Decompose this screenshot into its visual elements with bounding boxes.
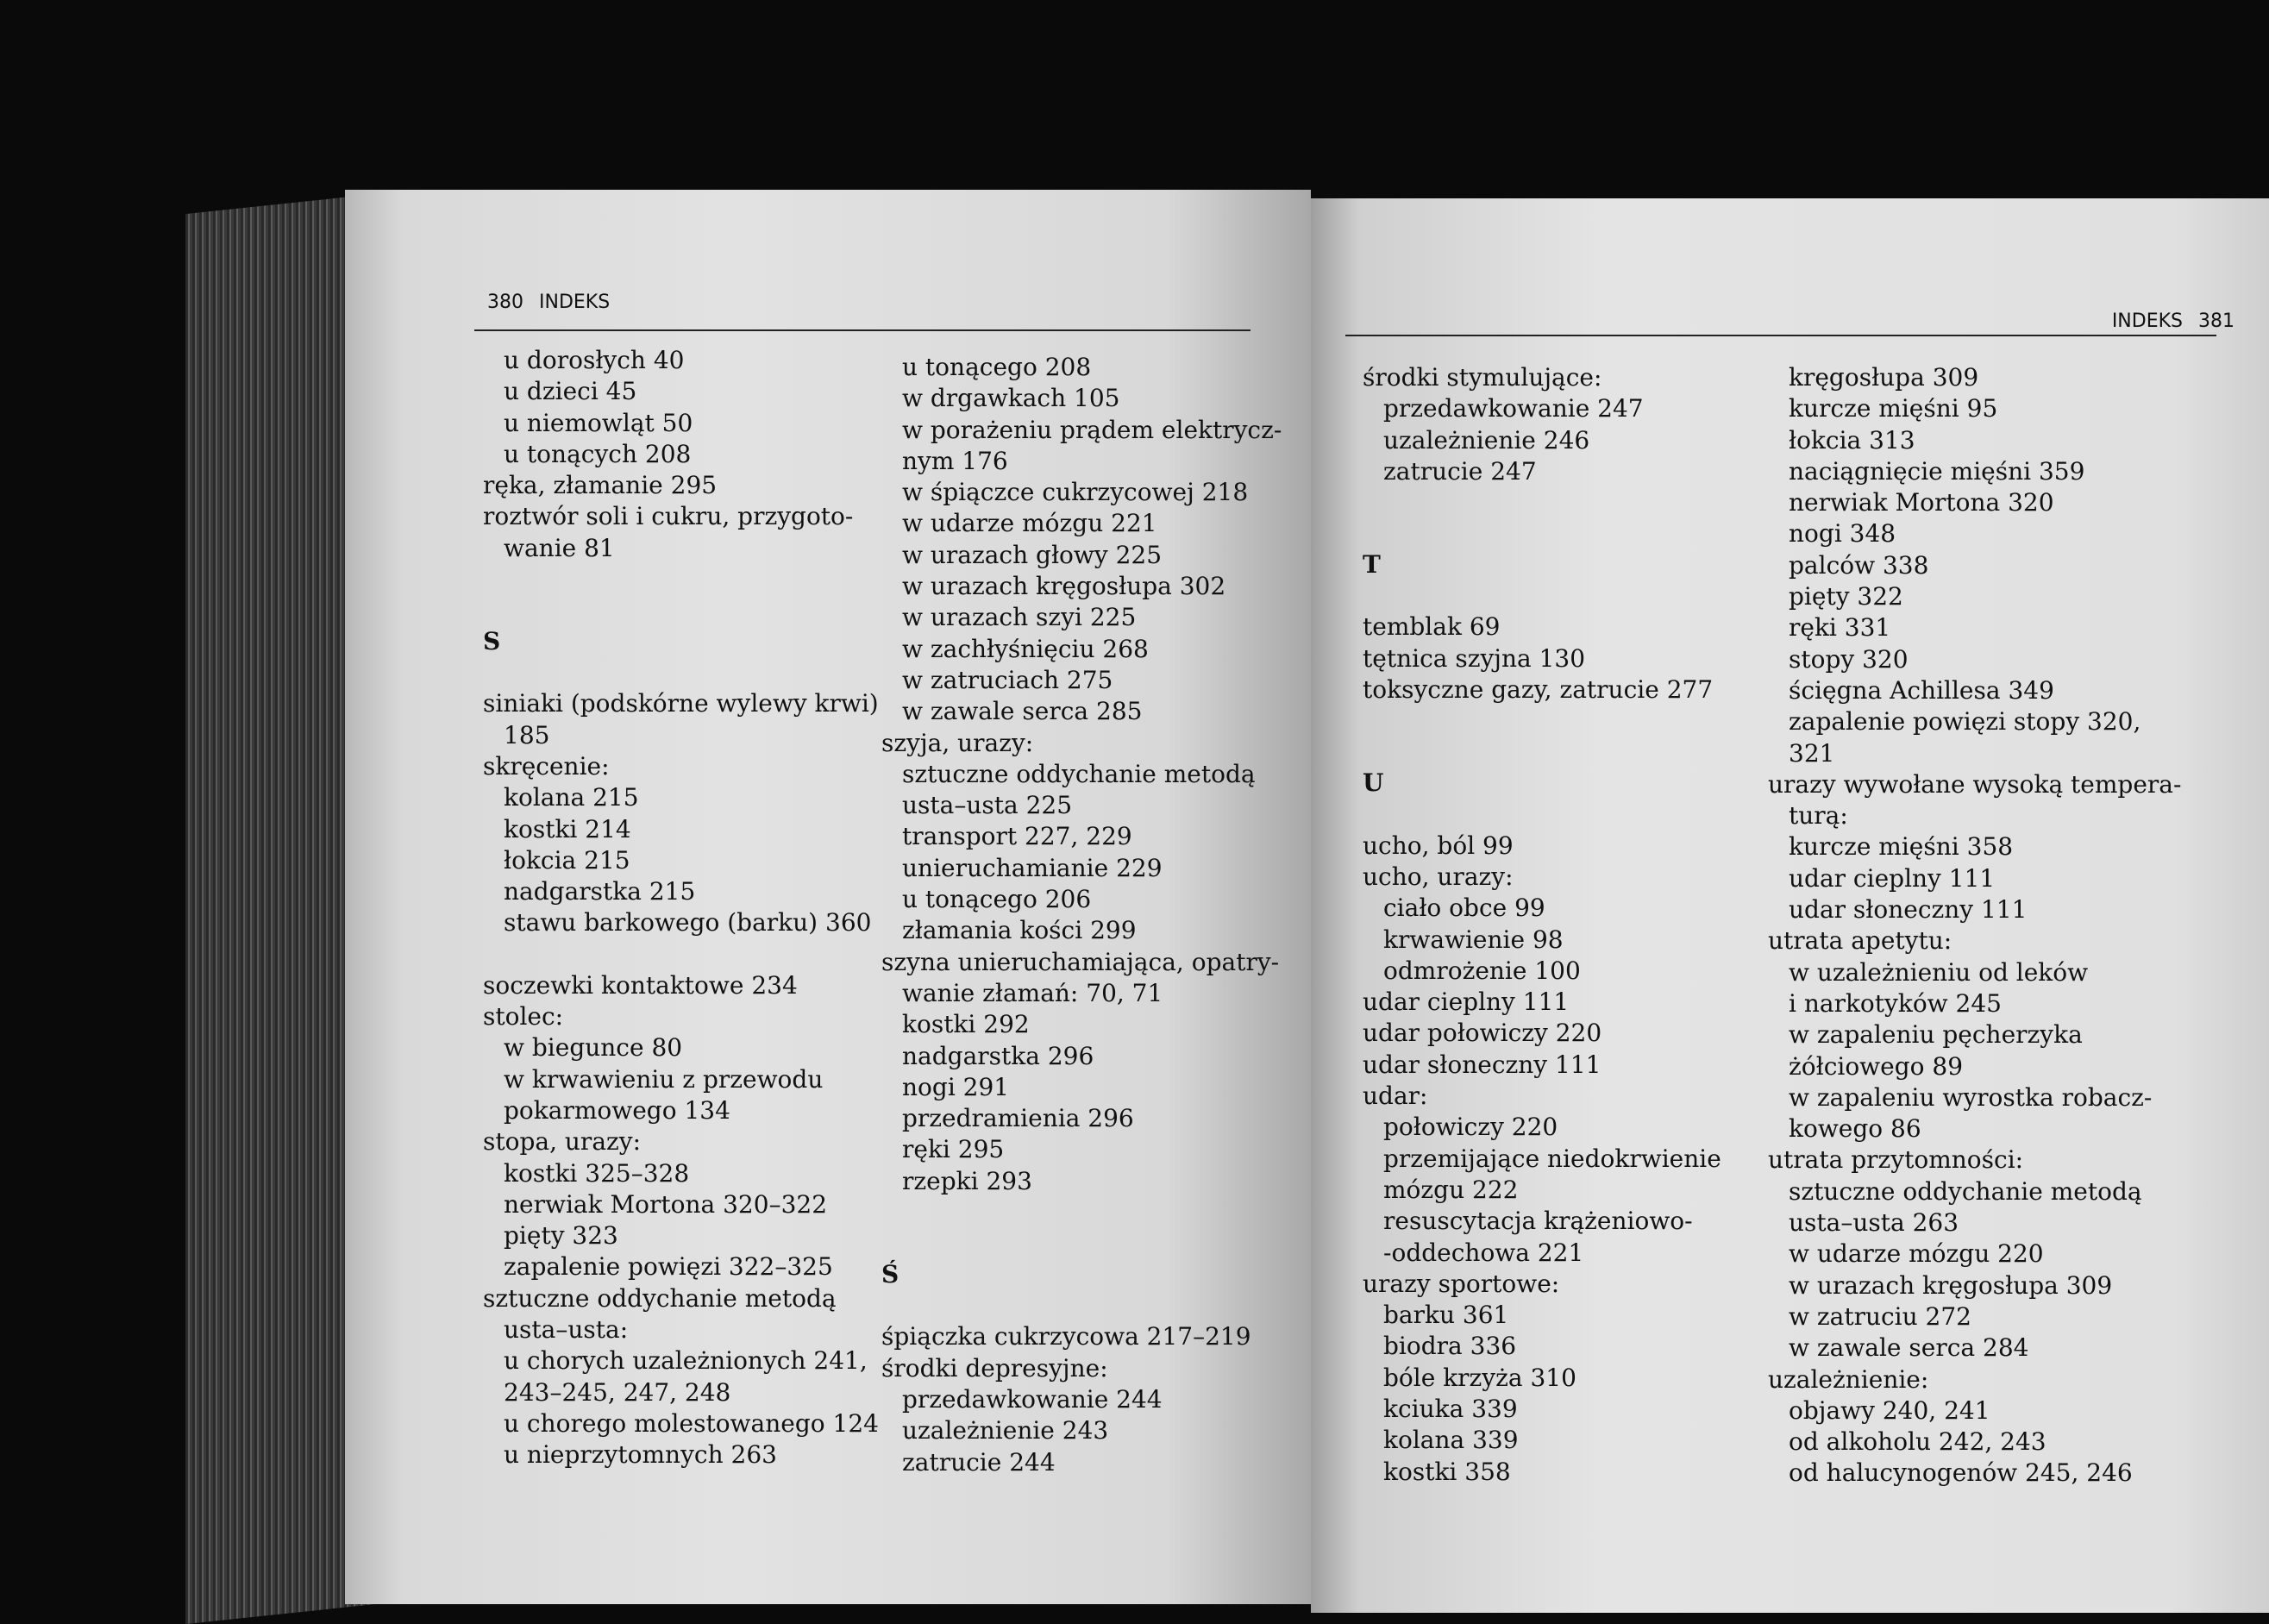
index-subentry: łokcia 215 [504, 845, 630, 875]
index-entry: siniaki (podskórne wylewy krwi) [483, 689, 879, 718]
index-entry: stopa, urazy: [483, 1127, 642, 1157]
index-subentry: u tonących 208 [504, 439, 692, 468]
spacer [483, 595, 879, 626]
index-subentry: pięty 322 [1789, 582, 1903, 611]
index-subentry: i narkotyków 245 [1789, 988, 2002, 1018]
index-subentry: w zawale serca 284 [1789, 1333, 2029, 1363]
index-subentry: w urazach kręgosłupa 309 [1789, 1270, 2113, 1300]
index-subentry: nadgarstka 215 [504, 877, 696, 906]
index-column [881, 352, 1282, 1478]
section-letter: S [483, 627, 501, 656]
index-entry: ręka, złamanie 295 [483, 471, 718, 500]
running-head: INDEKS [2111, 310, 2183, 332]
index-subentry: u tonącego 208 [902, 353, 1092, 381]
index-subentry: biodra 336 [1383, 1332, 1517, 1361]
index-entry: urazy wywołane wysoką tempera- [1768, 769, 2182, 799]
index-subentry: odmrożenie 100 [1383, 956, 1581, 985]
index-subentry: w zapaleniu pęcherzyka [1789, 1020, 2083, 1050]
index-subentry: przedawkowanie 244 [902, 1384, 1163, 1414]
index-entry: utrata przytomności: [1768, 1145, 2024, 1175]
index-subentry: sztuczne oddychanie metodą [1789, 1176, 2142, 1206]
index-subentry: nym 176 [902, 446, 1008, 475]
index-subentry: stawu barkowego (barku) 360 [504, 908, 872, 937]
index-subentry: usta–usta: [504, 1315, 629, 1345]
index-subentry: od alkoholu 242, 243 [1789, 1427, 2046, 1457]
index-subentry: przedawkowanie 247 [1383, 394, 1644, 423]
index-subentry: nogi 348 [1789, 519, 1896, 549]
index-entry: sztuczne oddychanie metodą [483, 1283, 837, 1313]
index-subentry: połowiczy 220 [1383, 1113, 1558, 1142]
spacer [483, 657, 879, 688]
index-subentry: kostki 214 [504, 814, 631, 843]
index-subentry: w drgawkach 105 [902, 384, 1120, 413]
index-subentry: kolana 215 [504, 783, 639, 812]
index-subentry: w uzależnieniu od leków [1789, 957, 2089, 987]
section-letter: Ś [881, 1260, 899, 1289]
index-subentry: w porażeniu prądem elektrycz- [902, 415, 1282, 444]
index-subentry: kurcze mięśni 358 [1789, 832, 2014, 862]
index-subentry: kciuka 339 [1383, 1395, 1518, 1424]
index-entry: urazy sportowe: [1363, 1269, 1560, 1298]
index-entry: śpiączka cukrzycowa 217–219 [881, 1322, 1251, 1351]
index-entry: uzależnienie: [1768, 1364, 1929, 1394]
index-subentry: w śpiączce cukrzycowej 218 [902, 478, 1249, 507]
section-letter: T [1363, 550, 1381, 580]
index-entry: soczewki kontaktowe 234 [483, 970, 798, 1000]
index-subentry: 185 [504, 720, 550, 749]
index-subentry: w urazach szyi 225 [902, 603, 1137, 632]
index-subentry: łokcia 313 [1789, 425, 1915, 455]
index-subentry: wanie złamań: 70, 71 [902, 978, 1163, 1007]
index-subentry: ręki 331 [1789, 613, 1891, 643]
index-subentry: u dzieci 45 [504, 377, 637, 406]
index-subentry: żółciowego 89 [1789, 1051, 1964, 1081]
index-subentry: zatrucie 247 [1383, 456, 1537, 486]
index-subentry: unieruchamianie 229 [902, 853, 1163, 882]
index-subentry: w udarze mózgu 221 [902, 509, 1157, 538]
index-entry: udar: [1363, 1082, 1428, 1111]
header-rule [1345, 335, 2216, 336]
index-subentry: turą: [1789, 801, 1848, 831]
index-subentry: w urazach kręgosłupa 302 [902, 572, 1226, 601]
index-subentry: stopy 320 [1789, 644, 1909, 674]
index-entry: udar cieplny 111 [1363, 988, 1570, 1017]
index-subentry: naciągnięcie mięśni 359 [1789, 456, 2085, 486]
index-entry: tętnica szyjna 130 [1363, 643, 1586, 673]
index-subentry: w krwawieniu z przewodu [504, 1064, 824, 1094]
index-subentry: transport 227, 229 [902, 822, 1132, 851]
index-subentry: przemijające niedokrwienie [1383, 1144, 1721, 1173]
header-rule [474, 329, 1250, 331]
index-entry: toksyczne gazy, zatrucie 277 [1363, 675, 1714, 705]
index-subentry: zapalenie powięzi 322–325 [504, 1252, 833, 1282]
index-subentry: w biegunce 80 [504, 1033, 683, 1063]
right-page-header [2112, 310, 2235, 332]
spacer [881, 1228, 1282, 1259]
index-subentry: kurcze mięśni 95 [1789, 394, 1998, 423]
index-subentry: barku 361 [1383, 1301, 1509, 1330]
index-subentry: u tonącego 206 [902, 885, 1092, 914]
index-subentry: usta–usta 263 [1789, 1208, 1959, 1238]
index-entry: ucho, urazy: [1363, 862, 1514, 891]
index-subentry: zapalenie powięzi stopy 320, [1789, 707, 2141, 737]
index-subentry: nogi 291 [902, 1072, 1010, 1101]
index-entry: roztwór soli i cukru, przygoto- [483, 502, 854, 531]
page-number: 380 [487, 292, 523, 313]
index-subentry: nerwiak Mortona 320 [1789, 488, 2054, 517]
spacer [483, 939, 879, 970]
index-entry: szyja, urazy: [881, 728, 1034, 757]
index-column [1768, 362, 2181, 1489]
index-subentry: w zawale serca 285 [902, 697, 1143, 726]
page-number: 381 [2198, 310, 2235, 332]
left-page-header [487, 292, 610, 313]
index-subentry: rzepki 293 [902, 1166, 1032, 1195]
index-subentry: pięty 323 [504, 1221, 618, 1251]
spacer [881, 1197, 1282, 1228]
spacer [1363, 705, 1721, 737]
index-subentry: ścięgna Achillesa 349 [1789, 675, 2054, 705]
index-subentry: zatrucie 244 [902, 1447, 1056, 1477]
index-subentry: u niemowląt 50 [504, 408, 693, 437]
index-subentry: od halucynogenów 245, 246 [1789, 1458, 2133, 1488]
index-subentry: udar cieplny 111 [1789, 863, 1996, 893]
spacer [1363, 487, 1721, 518]
index-subentry: uzależnienie 243 [902, 1416, 1109, 1445]
index-subentry: ciało obce 99 [1383, 894, 1545, 923]
index-subentry: kostki 325–328 [504, 1158, 690, 1188]
spacer [483, 564, 879, 595]
index-subentry: w zachłyśnięciu 268 [902, 634, 1149, 663]
index-subentry: udar słoneczny 111 [1789, 895, 2028, 925]
index-entry: utrata apetytu: [1768, 926, 1952, 956]
index-subentry: kręgosłupa 309 [1789, 363, 1979, 392]
index-subentry: w zatruciach 275 [902, 665, 1113, 694]
spacer [1363, 518, 1721, 549]
index-entry: stolec: [483, 1002, 564, 1031]
index-column [483, 345, 879, 1471]
index-subentry: palców 338 [1789, 550, 1929, 580]
index-entry: środki depresyjne: [881, 1353, 1108, 1383]
index-subentry: 243–245, 247, 248 [504, 1377, 731, 1407]
index-subentry: usta–usta 225 [902, 791, 1073, 820]
index-entry: skręcenie: [483, 751, 610, 781]
spacer [1363, 799, 1721, 831]
index-subentry: uzależnienie 246 [1383, 425, 1590, 455]
index-subentry: kowego 86 [1789, 1114, 1921, 1144]
index-entry: szyna unieruchamiająca, opatry- [881, 947, 1280, 976]
index-subentry: objawy 240, 241 [1789, 1395, 1990, 1425]
index-subentry: wanie 81 [504, 533, 615, 562]
index-subentry: bóle krzyża 310 [1383, 1363, 1576, 1392]
index-subentry: u nieprzytomnych 263 [504, 1440, 777, 1470]
index-subentry: -oddechowa 221 [1383, 1238, 1584, 1267]
index-entry: temblak 69 [1363, 612, 1501, 642]
spacer [881, 1290, 1282, 1321]
section-letter: U [1363, 768, 1384, 798]
index-subentry: u dorosłych 40 [504, 346, 685, 374]
index-subentry: w udarze mózgu 220 [1789, 1239, 2044, 1269]
right-page [1311, 198, 2269, 1613]
index-subentry: przedramienia 296 [902, 1104, 1134, 1133]
index-subentry: krwawienie 98 [1383, 925, 1564, 954]
index-subentry: nadgarstka 296 [902, 1041, 1094, 1070]
index-column [1363, 362, 1721, 1488]
index-subentry: resuscytacja krążeniowo- [1383, 1207, 1693, 1236]
index-entry: środki stymulujące: [1363, 363, 1602, 392]
index-subentry: w zatruciu 272 [1789, 1301, 1971, 1331]
index-subentry: złamania kości 299 [902, 916, 1137, 945]
index-subentry: nerwiak Mortona 320–322 [504, 1189, 828, 1219]
index-subentry: sztuczne oddychanie metodą [902, 759, 1256, 788]
index-entry: udar połowiczy 220 [1363, 1019, 1602, 1048]
left-page [345, 190, 1311, 1604]
spacer [1363, 580, 1721, 611]
running-head: INDEKS [539, 292, 611, 313]
spacer [1363, 737, 1721, 768]
index-subentry: u chorych uzależnionych 241, [504, 1346, 868, 1376]
index-subentry: kolana 339 [1383, 1426, 1519, 1455]
index-entry: udar słoneczny 111 [1363, 1050, 1601, 1079]
index-subentry: mózgu 222 [1383, 1175, 1519, 1204]
index-subentry: kostki 358 [1383, 1457, 1511, 1486]
index-subentry: u chorego molestowanego 124 [504, 1408, 879, 1438]
index-subentry: w urazach głowy 225 [902, 540, 1163, 569]
index-subentry: pokarmowego 134 [504, 1095, 730, 1125]
index-subentry: 321 [1789, 738, 1835, 768]
index-subentry: w zapaleniu wyrostka robacz- [1789, 1082, 2153, 1112]
index-subentry: kostki 292 [902, 1010, 1030, 1039]
index-entry: ucho, ból 99 [1363, 831, 1514, 860]
index-subentry: ręki 295 [902, 1135, 1005, 1164]
